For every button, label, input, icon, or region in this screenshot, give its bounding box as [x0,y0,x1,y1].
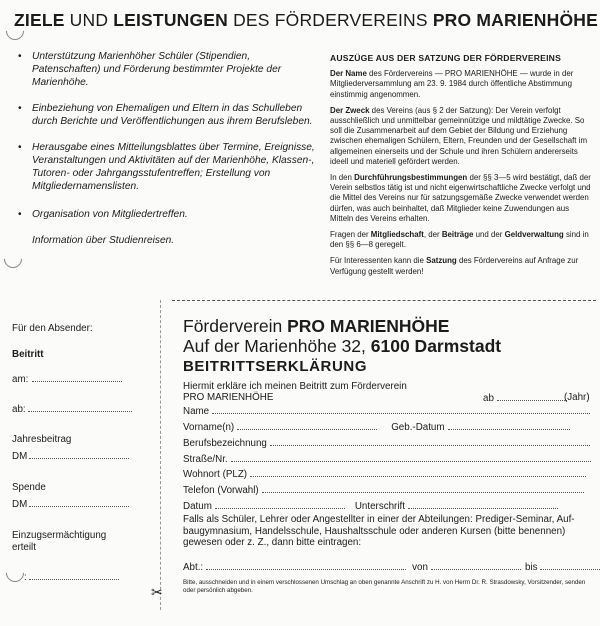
title-word-foerdervereins: DES FÖRDERVEREINS [233,10,428,30]
spende-label: Spende [12,482,46,493]
einzug-label-1: Einzugsermächtigung [12,530,107,541]
ab-field[interactable]: ab: [12,403,132,415]
beruf-field[interactable]: Berufsbezeichnung [183,437,590,449]
form-intro-2: PRO MARIENHÖHE [183,392,274,403]
last-field[interactable]: : [12,571,119,583]
page-title [14,10,598,31]
form-org-name: Förderverein PRO MARIENHÖHE [183,316,450,336]
cut-line [172,300,596,301]
list-item: • Einbeziehung von Ehemaligen und Eltern in das Schulleben durch Berichte und Veröffentlichungen aus ihrem Berufsleben. [18,103,313,127]
form-heading: BEITRITTSERKLÄRUNG [183,358,368,375]
excerpt-statute-paragraph: Für Interessenten kann die Satzung des Fördervereins auf Anfrage zur Verfügung gestellt werden! [330,256,579,276]
dm-field-1[interactable]: DM [12,450,129,462]
name-field[interactable]: Name [183,405,590,417]
cut-line-vertical [160,300,161,610]
jahresbeitrag-label: Jahresbeitrag [12,434,72,445]
form-address: Auf der Marienhöhe 32, 6100 Darmstadt [183,336,502,356]
beitritt-label: Beitritt [12,349,44,360]
statute-excerpt [330,53,592,283]
title-word-ziele: ZIELE [14,10,65,30]
excerpt-heading: AUSZÜGE AUS DER SATZUNG DER FÖRDERVEREINS [330,53,562,63]
title-word-leistungen: LEISTUNGEN [113,10,229,30]
abt-field[interactable]: Abt.: von bis [183,561,600,573]
bullet-icon: • [18,209,22,220]
list-item: • Unterstützung Marienhöher Schüler (Stipendien, Patenschaften) und Förderung bestimmter Projekte der Marienhöhe. [18,51,282,88]
excerpt-membership-paragraph: Fragen der Mitgliedschaft, der Beiträge und der Geldverwaltung sind in den §§ 6—8 geregelt. [330,230,589,250]
falls-text: Falls als Schüler, Lehrer oder Angestellter in einer der Abteilungen: Prediger-Seminar, Auf- baugymnasium, Handelsschule, Haushaltsschule oder anderen Kursen (bitte benennen) gewesen oder z. Z., dann bitte eintragen: [183,514,575,548]
list-item: • Organisation von Mitgliedertreffen. [18,209,188,220]
bullet-icon: • [18,103,22,114]
excerpt-purpose-paragraph: Der Zweck des Vereins (aus § 2 der Satzung): Der Verein verfolgt ausschließlich und unmittelbar gemeinnützige und mildtätige Zwecke. So soll die Zusammenarbeit auf dem Gebiet der Bildung und Erziehung zwischen ehemaligen Schülern, Eltern, Freunden und der Gesellschaft im allgemeinen einerseits und der Schule und ihren Schülern andererseits ideell und materiell gefördert werden. [330,105,588,166]
form-intro-row [183,392,593,404]
excerpt-name-paragraph: Der Name des Fördervereins — PRO MARIENHÖHE — wurde in der Mitgliederversammlung am 23. 9. 1984 durch öffentliche Abstimmung einstimmig angenommen. [330,69,574,99]
am-field[interactable]: am: [12,373,122,385]
sender-title: Für den Absender: [12,323,93,334]
bullet-icon: • [18,142,22,153]
dm-field-2[interactable]: DM [12,498,129,510]
ab-field[interactable]: ab [483,392,567,404]
scissors-icon: ✂ [151,584,163,600]
list-item: Information über Studienreisen. [32,235,175,246]
goals-section [0,0,600,300]
title-word-pro-marienhoehe: PRO MARIENHÖHE [432,10,598,30]
title-word-und: UND [69,10,109,30]
excerpt-implementation-paragraph: In den Durchführungsbestimmungen der §§ 3—5 wird bestätigt, daß der Verein selbstlos tätig ist und nicht eigenwirtschaftliche Zwecke verfolgt und die Mittel des Vereins nur für satzungsgemäße Zwecke verwendet werden dürfen, was auch beinhaltet, daß Mitglieder keine Zuwendungen aus Mitteln des Vereins erhalten. [330,173,591,223]
vorname-field[interactable]: Vorname(n) Geb.-Datum [183,421,570,433]
datum-field[interactable]: Datum Unterschrift [183,500,558,512]
wohnort-field[interactable]: Wohnort (PLZ) [183,468,586,480]
telefon-field[interactable]: Telefon (Vorwahl) [183,484,584,496]
bullet-icon: • [18,51,22,62]
jahr-label: (Jahr) [564,392,590,403]
strasse-field[interactable]: Straße/Nr. [183,453,591,465]
goals-list [16,50,316,260]
mailing-note: Bitte, ausschneiden und in einem verschlossenen Umschlag an oben genannte Anschrift zu H. von Herrn Dr. R. Strasdowsky, Vorsitzender, senden oder persönlich abgeben. [183,579,586,594]
einzug-label-2: erteilt [12,542,36,553]
membership-form [183,316,593,404]
form-intro-1: Hiermit erkläre ich meinen Beitritt zum Förderverein [183,381,407,392]
list-item: • Herausgabe eines Mitteilungsblattes über Termine, Ereignisse, Veranstaltungen und Aktivitäten auf der Marienhöhe, Klassen-, Tutoren- oder Jahrgangsstufentreffen; Erstellung von Mitgliedernamenslisten. [18,142,315,192]
